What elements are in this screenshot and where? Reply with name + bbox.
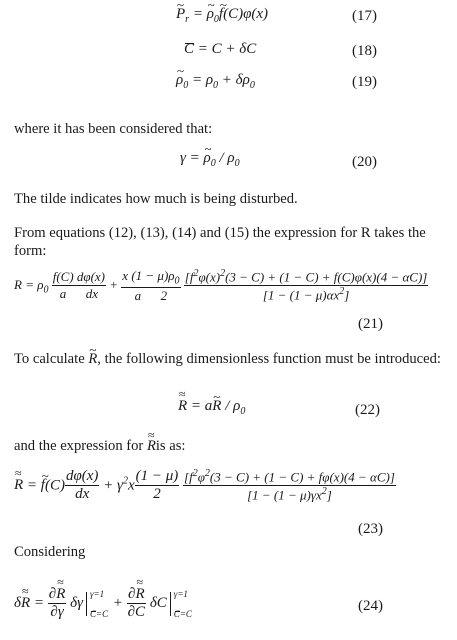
equation-number-24: (24) (358, 598, 383, 614)
equation-number-21: (21) (358, 316, 383, 332)
paragraph-to-calculate: To calculate ~ R, the following dimensionless function must be introduced: (14, 350, 444, 368)
equation-24: δ≈ R = $\frac{\partial\approx R}{\partial\gamma}$ δγ γ=1 C=C + $\frac{\partial\approx R}{\partial C}$ δC γ=1 C=C (14, 586, 193, 621)
paragraph-considered: where it has been considered that: (14, 121, 213, 137)
expression-suffix: is as: (155, 438, 186, 454)
equation-number-23: (23) (358, 521, 383, 537)
equation-22: ≈ R = a~ R / $\rho_0$ (178, 398, 245, 417)
expression-prefix: and the expression for (14, 438, 147, 454)
paragraph-considering: Considering (14, 544, 86, 560)
equation-number-19: (19) (352, 74, 377, 90)
equation-number-20: (20) (352, 154, 377, 170)
paragraph-from-equations: From equations (12), (13), (14) and (15) the expression for R takes the form: (14, 225, 426, 259)
equation-number-22: (22) (355, 402, 380, 418)
equation-20: γ = ~ $\rho_0 / \rho_0$ (180, 150, 240, 169)
equation-19: ~ $\rho_0 = \rho_0 + \delta\rho_0$ (176, 72, 255, 91)
equation-number-17: (17) (352, 8, 377, 24)
equation-18: C = C + δC (184, 41, 257, 57)
paragraph-expression: and the expression for ≈ Ris as: (14, 437, 444, 455)
to-calculate-prefix: To calculate (14, 351, 89, 367)
equation-21: $R = \rho_0$ $\frac{f(C) d\varphi(x)}{\text{a dx}}$ + $\frac{x (1 - \mu)\rho_0}{a 2}$ $\frac{[f^2\varphi(x)^2(3 - C) + (1 - C) + f(C)\varphi(x)(4 - \alpha C)]}{[1 - (1 - \mu)\alpha x^2]}$ (14, 268, 428, 303)
equation-number-18: (18) (352, 43, 377, 59)
paragraph-tilde: The tilde indicates how much is being disturbed. (14, 191, 298, 207)
to-calculate-suffix: , the following dimensionless function must be introduced: (97, 351, 441, 367)
equation-23: ≈ R = ~ f(C) $\frac{d\varphi(x)}{dx}$ + $\gamma^2x$ $\frac{(1 - \mu)}{2}$ $\frac{[f^2\varphi^2(3 - C) + (1 - C) + f\varphi(x)(4 - \alpha C)]}{[1 - (1 - \mu)\gamma x^2]}$ (14, 468, 396, 504)
equation-17: ~ $P_r$ = ~ $\rho_0\sim$ f(C)φ(x) (176, 6, 268, 25)
